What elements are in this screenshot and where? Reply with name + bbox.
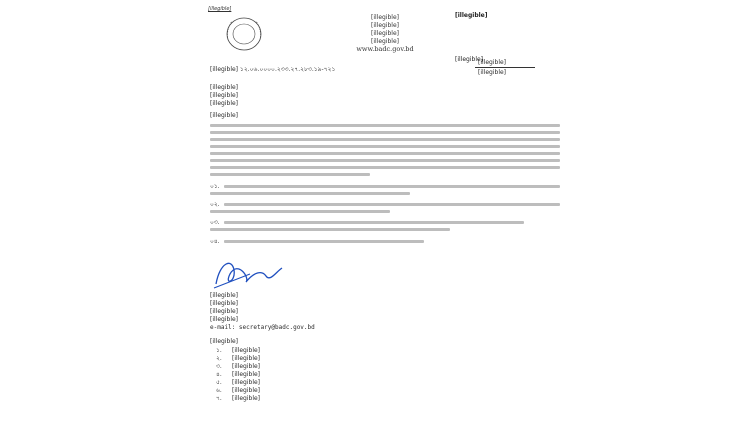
illegible-line [210,124,560,127]
clause-number: ০৪. [210,238,220,245]
clause-number: ০৩. [210,219,220,226]
addressee-designation: [illegible] [210,92,239,99]
illegible-line [224,240,424,243]
illegible-line [210,152,560,155]
illegible-line [210,228,450,231]
copy-to-item: [illegible] [232,387,261,394]
reference-number: [illegible] ১২.০৬.০০০০.২৩৩.২৭.২৮৩.১৯-৭২১ [210,66,336,73]
copy-to-number: ৩. [216,363,222,370]
copy-to-number: ২. [216,355,222,362]
signatory-name: [illegible] [210,292,239,299]
illegible-line [210,145,560,148]
handwritten-signature [210,252,290,292]
addressee-name: [illegible] [210,84,239,91]
date-bangla: [illegible] [478,59,507,66]
date-label: [illegible] [455,56,484,63]
copy-to-item: [illegible] [232,379,261,386]
copy-to-number: ১. [216,347,222,354]
badc-emblem-logo [222,12,266,54]
illegible-line [224,185,560,188]
copy-to-heading: [illegible] [210,338,239,345]
clause-number: ০২. [210,201,220,208]
top-left-tag: [illegible] [208,6,232,12]
illegible-line [210,159,560,162]
illegible-line [224,203,560,206]
date-english: [illegible] [478,69,507,76]
signatory-designation: [illegible] [210,300,239,307]
illegible-line [210,166,560,169]
signatory-phone: [illegible] [210,316,239,323]
letterhead-website[interactable]: www.badc.gov.bd [356,45,414,53]
copy-to-item: [illegible] [232,363,261,370]
copy-to-number: ৭. [216,395,222,402]
clause-number: ০১. [210,183,220,190]
illegible-line [210,131,560,134]
signatory-office: [illegible] [210,308,239,315]
letterhead-line-1: [illegible] [370,14,400,21]
illegible-line [224,221,524,224]
letterhead-address: [illegible] [370,30,400,37]
copy-to-number: ৫. [216,379,222,386]
copy-to-number: ৬. [216,387,222,394]
copy-to-item: [illegible] [232,347,261,354]
copy-to-item: [illegible] [232,355,261,362]
illegible-line [210,173,370,176]
illegible-line [210,192,410,195]
addressee-office: [illegible] [210,100,239,107]
copy-to-number: ৪. [216,371,222,378]
letterhead-line-2: [illegible] [370,22,400,29]
signatory-email[interactable]: e-mail: secretary@badc.gov.bd [210,324,315,331]
copy-to-item: [illegible] [232,371,261,378]
top-right-stamp: [illegible] [455,12,488,19]
illegible-line [210,210,390,213]
letterhead-department: [illegible] [370,38,400,45]
copy-to-item: [illegible] [232,395,261,402]
subject-line: [illegible] [210,112,239,119]
illegible-line [210,138,560,141]
date-divider [475,67,535,68]
